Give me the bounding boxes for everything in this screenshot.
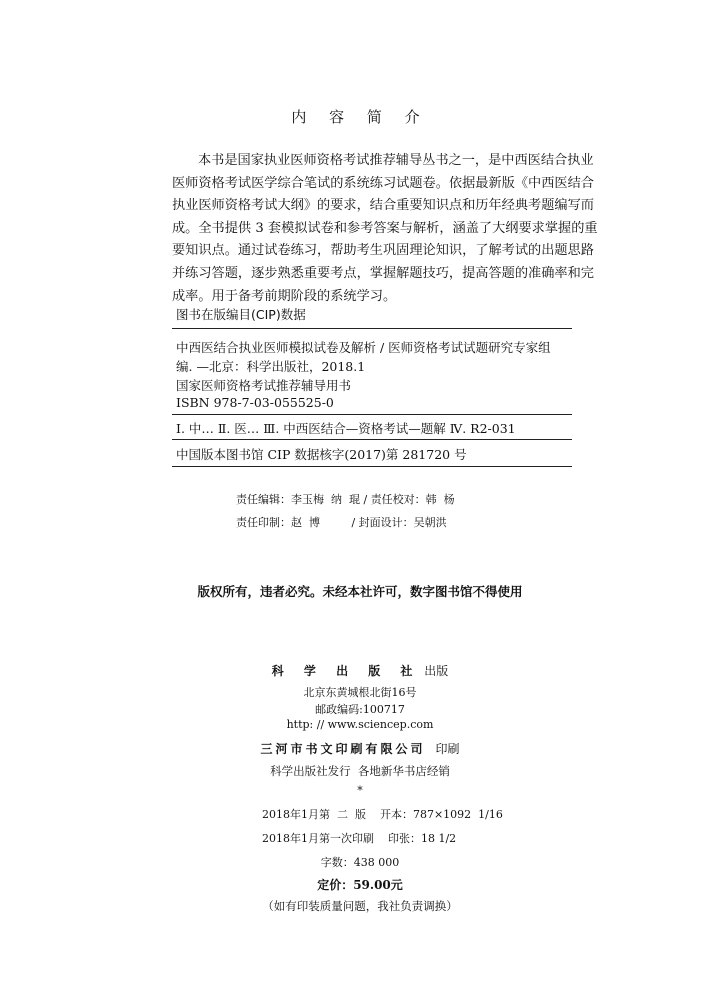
cip-lower-rule	[172, 439, 572, 440]
cip-title-line: 中西医结合执业医师模拟试卷及解析 / 医师资格考试试题研究专家组	[176, 340, 551, 355]
price: 定价：59.00元	[317, 878, 403, 892]
cip-heading: 图书在版编目(CIP)数据	[176, 307, 306, 322]
credits-production: 责任印制：赵 博 / 封面设计：吴朝洪	[236, 516, 447, 529]
cip-publisher-line: 编. —北京：科学出版社，2018.1	[176, 359, 366, 374]
intro-line: 并练习答题，逐步熟悉重要考点，掌握解题技巧，提高答题的准确率和完	[172, 265, 594, 281]
printer-line	[0, 740, 720, 757]
cip-series-line: 国家医师资格考试推荐辅导用书	[176, 378, 352, 393]
cip-top-rule	[172, 328, 572, 329]
printer-name: 三河市书文印刷有限公司	[260, 742, 426, 756]
cip-number: 中国版本图书馆 CIP 数据核字(2017)第 281720 号	[176, 447, 467, 462]
publisher-suffix: 出版	[424, 664, 449, 678]
book-introduction	[172, 150, 598, 308]
cip-middle-rule	[172, 414, 572, 415]
intro-line: 要知识点。通过试卷练习，帮助考生巩固理论知识，了解考试的出题思路	[172, 243, 594, 259]
intro-line: 本书是国家执业医师资格考试推荐辅导丛书之一，是中西医结合执业	[198, 153, 594, 168]
intro-line: 医师资格考试医学综合笔试的系统练习试题卷。依据最新版《中西医结合	[172, 175, 594, 191]
printer-suffix: 印刷	[435, 742, 460, 756]
cip-bottom-rule	[172, 466, 572, 467]
intro-line: 执业医师资格考试大纲》的要求，结合重要知识点和历年经典考题编写而	[172, 198, 594, 214]
publisher-name: 科 学 出 版 社	[271, 664, 421, 678]
intro-line: 成。全书提供 3 套模拟试卷和参考答案与解析，涵盖了大纲要求掌握的重	[172, 220, 598, 236]
intro-line: 成率。用于备考前期阶段的系统学习。	[172, 288, 397, 304]
cip-isbn: ISBN 978-7-03-055525-0	[176, 395, 334, 410]
word-count: 字数：438 000	[320, 856, 400, 869]
credits-editors: 责任编辑：李玉梅 纳 琨 / 责任校对：韩 杨	[236, 493, 455, 506]
publisher-postcode: 邮政编码:100717	[315, 703, 405, 716]
separator-star: *	[357, 784, 363, 797]
publisher-line	[0, 662, 720, 679]
print-line: 2018年1月第一次印刷 印张：18 1/2	[262, 832, 457, 845]
cip-classification: Ⅰ. 中… Ⅱ. 医… Ⅲ. 中西医结合—资格考试—题解 Ⅳ. R2-031	[176, 421, 516, 436]
distribution-line: 科学出版社发行 各地新华书店经销	[270, 764, 450, 778]
copyright-notice: 版权所有，违者必究。未经本社许可，数字图书馆不得使用	[197, 584, 523, 599]
edition-line: 2018年1月第 二 版 开本：787×1092 1/16	[262, 808, 503, 821]
publisher-address: 北京东黄城根北街16号	[303, 686, 417, 699]
page-title: 内 容 简 介	[291, 108, 429, 126]
publisher-url: http: // www.sciencep.com	[286, 718, 434, 731]
quality-note: （如有印装质量问题，我社负责调换）	[262, 899, 458, 913]
